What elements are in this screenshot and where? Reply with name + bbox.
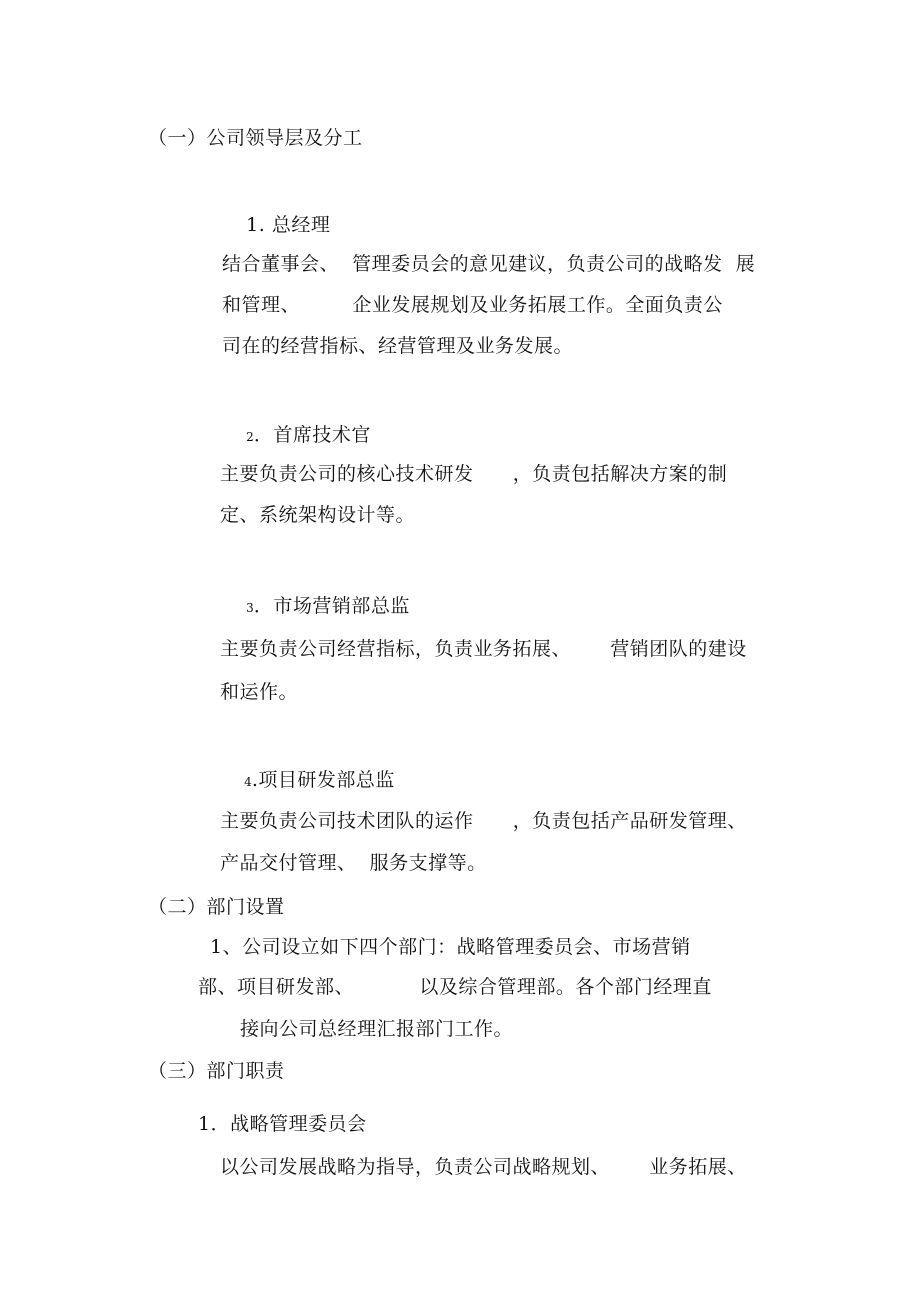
item-3-line-2: 和运作。 [220,681,299,703]
item-2-line-1: 主要负责公司的核心技术研发 ，负责包括解决方案的制 [220,463,728,485]
item-1-number: 1 [246,214,259,236]
item-3-number: 3 [246,601,254,615]
item-2-title: ．首席技术官 [253,424,371,446]
item-4-title: .项目研发部总监 [251,769,395,791]
item-2-line-2: 定、系统架构设计等。 [220,504,416,526]
item-4-line-1: 主要负责公司技术团队的运作 ，负责包括产品研发管理、 [220,810,747,832]
section-1-title: （一）公司领导层及分工 [148,127,363,149]
item-3-title: ．市场营销部总监 [253,595,410,617]
item-1-line-2: 和管理、 企业发展规划及业务拓展工作。全面负责公 [222,294,723,316]
item-1-heading [220,189,330,261]
item-4-line-2: 产品交付管理、 服务支撑等。 [220,852,487,874]
item-4-number: 4 [244,775,252,789]
item-3-line-1: 主要负责公司经营指标，负责业务拓展、 营销团队的建设 [220,638,747,660]
item-1-line-1: 结合董事会、 管理委员会的意见建议，负责公司的战略发 展 [222,253,756,275]
section-2-line-2: 部、项目研发部、 以及综合管理部。各个部门经理直 [198,976,712,998]
section-3-item-1-title: 1．战略管理委员会 [198,1113,367,1135]
item-4-heading [218,744,395,818]
section-2-line-3: 接向公司总经理汇报部门工作。 [240,1018,514,1040]
section-2-line-1: 1、公司设立如下四个部门：战略管理委员会、市场营销 [210,936,691,958]
section-2-title: （二）部门设置 [148,896,285,918]
item-1-line-3: 司在的经营指标、经营管理及业务发展。 [222,335,574,357]
section-3-item-1-line-1: 以公司发展战略为指导，负责公司战略规划、 业务拓展、 [220,1156,747,1178]
section-3-title: （三）部门职责 [148,1060,285,1082]
item-2-number: 2 [246,430,254,444]
item-1-title: . 总经理 [258,214,331,236]
item-3-heading [220,570,410,644]
